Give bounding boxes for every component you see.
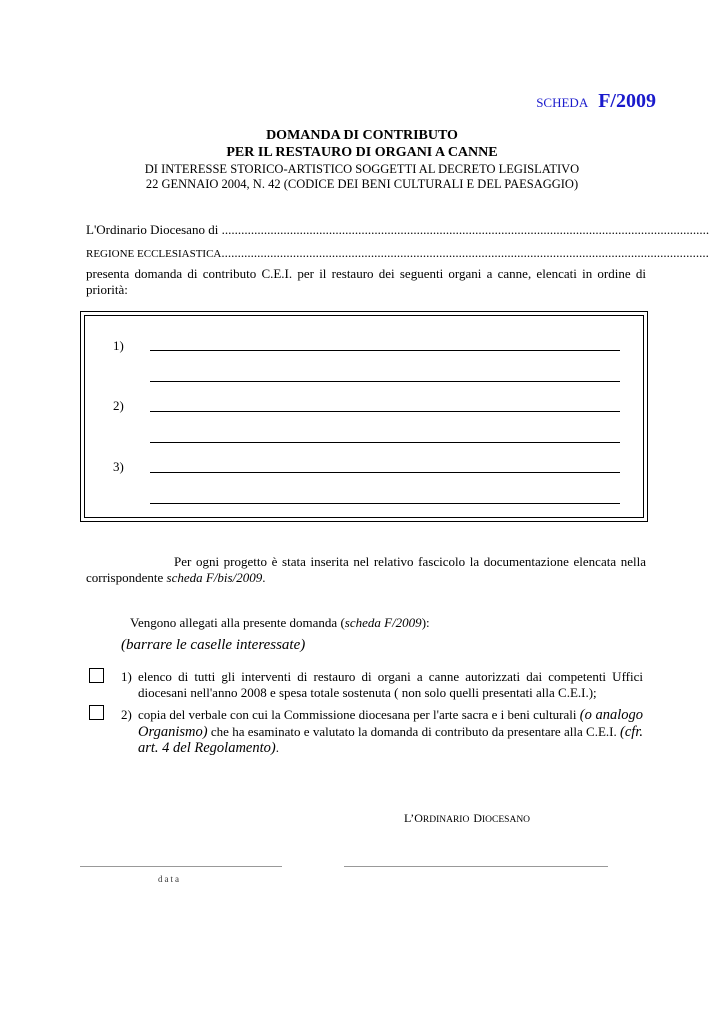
attachments-hint <box>121 637 305 654</box>
signature-word-1: RDINARIO <box>422 815 470 825</box>
scheda-label: SCHEDA <box>536 95 589 110</box>
ordinario-label: L'Ordinario Diocesano di <box>86 222 219 237</box>
documentation-ref: scheda F/bis/2009 <box>166 570 263 585</box>
documentation-end: . <box>262 570 266 585</box>
organ-line-1b[interactable] <box>150 381 620 382</box>
attachment-1-checkbox[interactable] <box>89 668 104 683</box>
organ-number-1: 1) <box>113 338 124 353</box>
signature-letter-2: D <box>473 811 483 825</box>
documentation-text: Per ogni progetto è stata inserita nel relativo fascicolo la documentazione elencata nella corrispondente <box>86 554 646 585</box>
attachment-2-text-b: che ha esaminato e valutato la domanda di contributo da presentare alla C.E.I. <box>210 723 617 739</box>
attachments-intro-text: Vengono allegati alla presente domanda ( <box>130 615 345 630</box>
ordinario-dots: ...................................................................................................................................................... <box>221 222 710 237</box>
organ-line-2b[interactable] <box>150 442 620 443</box>
attachment-2-checkbox[interactable] <box>89 705 104 720</box>
attachment-2-italic-b: (cfr. art. 4 del Regolamento) <box>138 723 644 756</box>
attachment-2-number: 2) <box>121 707 132 722</box>
attachment-2-text-a: copia del verbale con cui la Commissione diocesana per l'arte sacra e i beni culturali <box>138 707 577 722</box>
date-line[interactable] <box>80 866 282 867</box>
organ-number-3: 3) <box>113 459 124 474</box>
attachment-2-italic-a: (o analogo Organismo) <box>138 707 644 740</box>
signature-letter-1: L’O <box>404 811 423 825</box>
attachment-1-number: 1) <box>121 669 132 684</box>
organ-line-2a[interactable] <box>150 411 620 412</box>
regione-dots: ...................................................................................................................................................... <box>221 245 709 260</box>
regione-field[interactable] <box>86 245 709 261</box>
attachment-1-text: elenco di tutti gli interventi di restauro di organi a canne autorizzati dai competenti Uffici diocesani nell'anno 2008 e spesa totale sostenuta ( non solo quelli presentati alla C.E.I.); <box>138 669 643 700</box>
organs-box-inner-border <box>84 315 644 518</box>
scheda-code <box>536 90 656 113</box>
organs-box <box>80 311 648 522</box>
title-line-1: DOMANDA DI CONTRIBUTO <box>266 128 458 143</box>
scheda-number: F/2009 <box>598 90 656 112</box>
documentation-paragraph <box>86 554 646 586</box>
organ-line-3a[interactable] <box>150 472 620 473</box>
signature-word-2: IOCESANO <box>482 815 531 825</box>
signature-title <box>404 809 530 827</box>
date-label: data <box>158 874 181 884</box>
title-line-2: PER IL RESTAURO DI ORGANI A CANNE <box>226 145 498 160</box>
organ-line-1a[interactable] <box>150 350 620 351</box>
attachments-hint-text: (barrare le caselle interessate) <box>121 637 306 653</box>
organ-number-2: 2) <box>113 398 124 413</box>
ordinario-field[interactable] <box>86 222 710 238</box>
attachments-intro-end: ): <box>421 615 430 630</box>
title-line-3: DI INTERESSE STORICO-ARTISTICO SOGGETTI AL DECRETO LEGISLATIVO <box>144 162 580 176</box>
signature-line[interactable] <box>344 866 608 867</box>
attachments-intro-ref: scheda F/2009 <box>344 615 422 630</box>
attachment-2-text <box>138 707 643 757</box>
attachments-intro <box>130 615 430 631</box>
organ-line-3b[interactable] <box>150 503 620 504</box>
intro-paragraph: presenta domanda di contributo C.E.I. per il restauro dei seguenti organi a canne, elencati in ordine di priorità: <box>86 266 646 297</box>
attachment-2-end: . <box>275 740 279 755</box>
regione-label: REGIONE ECCLESIASTICA <box>86 248 222 260</box>
title-line-4: 22 GENNAIO 2004, N. 42 (CODICE DEI BENI CULTURALI E DEL PAESAGGIO) <box>145 177 579 191</box>
